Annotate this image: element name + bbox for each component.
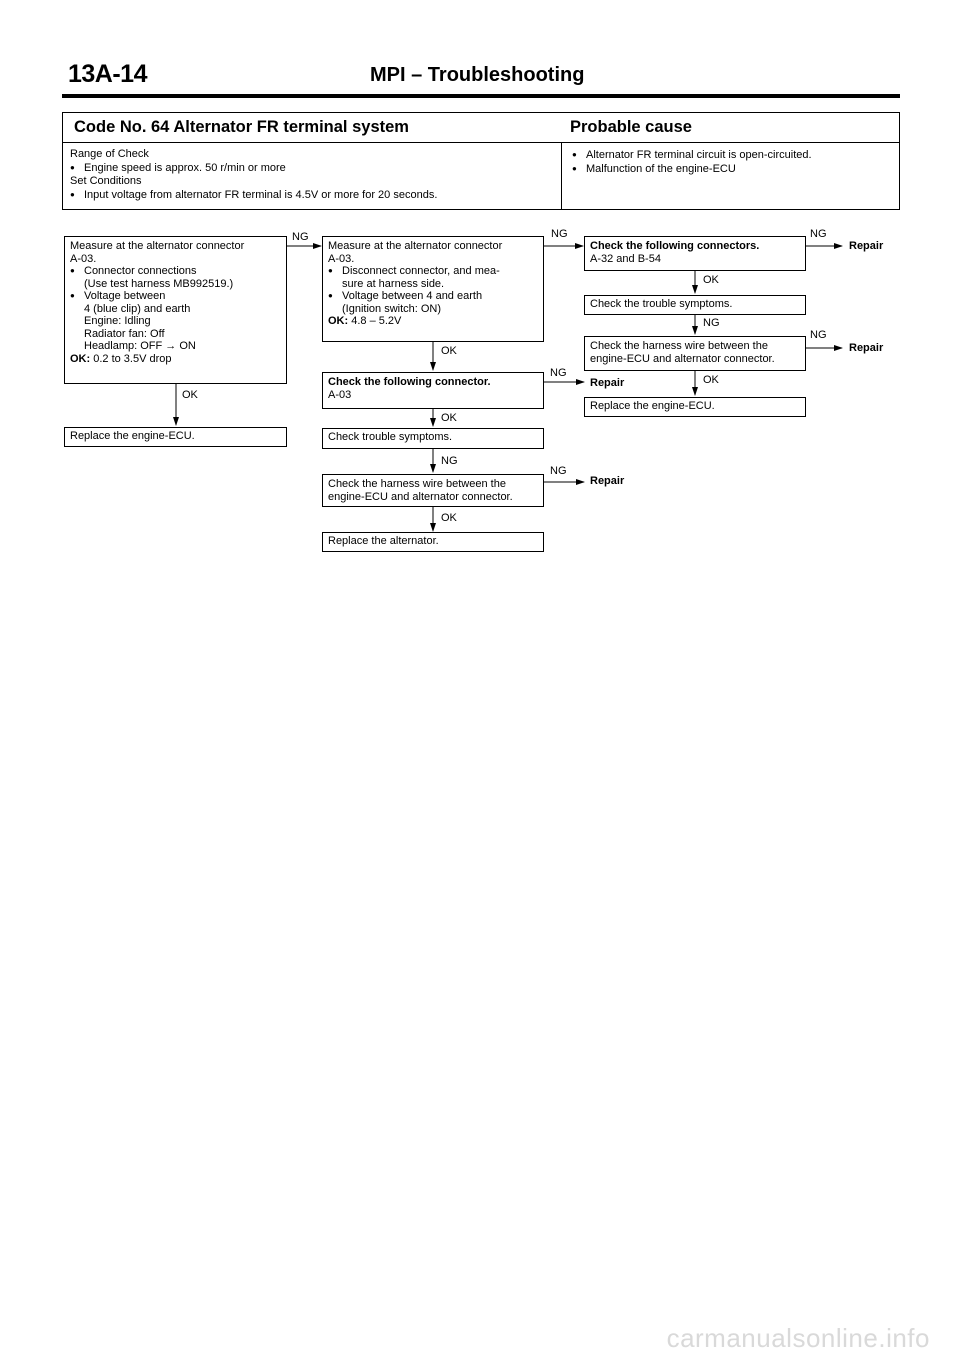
cause-item: ● Alternator FR terminal circuit is open-circuited. — [572, 148, 812, 162]
repair-label: Repair — [590, 475, 625, 487]
ok-label: OK — [703, 374, 719, 386]
ok-criteria-value: 4.8 – 5.2V — [351, 315, 402, 327]
box-line: Engine: Idling — [84, 315, 151, 327]
watermark: carmanualsonline.info — [666, 1323, 930, 1353]
ok-label: OK — [182, 389, 198, 401]
box-line: ● Voltage between — [70, 290, 281, 303]
ok-label: OK — [441, 345, 457, 357]
box-line: Measure at the alternator connector — [70, 240, 245, 252]
page-title: MPI – Troubleshooting — [370, 64, 585, 86]
box-line: engine-ECU and alternator connector. — [328, 490, 513, 503]
ok-label: OK — [703, 274, 719, 286]
check-harness-wire-box — [584, 336, 806, 371]
ng-label: NG — [551, 228, 568, 240]
box-line: Check the harness wire between the — [328, 478, 506, 490]
measure-fr-terminal-box — [64, 236, 287, 384]
ok-criteria-label: OK: — [328, 315, 349, 327]
replace-engine-ecu-box — [584, 397, 806, 417]
box-line: Check the trouble symptoms. — [590, 298, 733, 310]
ng-label: NG — [810, 329, 827, 341]
ng-label: NG — [292, 231, 309, 243]
check-harness-wire-box — [322, 474, 544, 507]
box-line: Check the harness wire between the — [590, 340, 768, 352]
probable-cause-title: Probable cause — [570, 118, 692, 136]
ok-label: OK — [441, 412, 457, 424]
ok-criteria — [70, 353, 281, 366]
ok-criteria-value: 0.2 to 3.5V drop — [93, 352, 172, 365]
ok-label: OK — [441, 512, 457, 524]
box-line: ● Voltage between 4 and earth — [328, 290, 538, 303]
box-line: (Use test harness MB992519.) — [84, 277, 234, 290]
ng-label: NG — [550, 465, 567, 477]
check-trouble-symptoms-box — [322, 428, 544, 449]
repair-label: Repair — [849, 240, 884, 252]
box-line: Replace the engine-ECU. — [590, 400, 715, 412]
check-connector-a03-box — [322, 372, 544, 409]
box-line: ● Disconnect connector, and mea- — [328, 265, 538, 278]
box-line: A-03. — [70, 252, 97, 265]
code-title: Code No. 64 Alternator FR terminal system — [74, 118, 409, 136]
box-line: A-03 — [328, 388, 352, 401]
box-line: Replace the alternator. — [328, 535, 439, 547]
check-connectors-a32-b54-box — [584, 236, 806, 271]
box-line: A-32 and B-54 — [590, 252, 661, 265]
check-trouble-symptoms-box — [584, 295, 806, 315]
repair-label: Repair — [590, 377, 625, 389]
range-label: Range of Check — [70, 148, 149, 160]
box-line: (Ignition switch: ON) — [342, 302, 442, 315]
repair-label: Repair — [849, 342, 884, 354]
range-item: ● Engine speed is approx. 50 r/min or more — [70, 161, 437, 175]
cause-item: ● Malfunction of the engine-ECU — [572, 162, 812, 176]
ok-criteria-label: OK: — [70, 352, 91, 365]
box-line: ● Connector connections — [70, 265, 281, 278]
box-line: Measure at the alternator connector — [328, 240, 503, 252]
box-line: Check the following connector. — [328, 376, 491, 388]
box-line: Replace the engine-ECU. — [70, 430, 195, 442]
ng-label: NG — [441, 455, 458, 467]
box-line: Check the following connectors. — [590, 240, 760, 252]
set-label: Set Conditions — [70, 175, 142, 187]
box-line: engine-ECU and alternator connector. — [590, 352, 775, 365]
box-line: A-03. — [328, 252, 355, 265]
box-line: 4 (blue clip) and earth — [84, 302, 191, 315]
ng-label: NG — [703, 317, 720, 329]
ok-criteria — [328, 315, 538, 328]
replace-engine-ecu-box — [64, 427, 287, 447]
box-line: sure at harness side. — [342, 277, 445, 290]
page-number: 13A-14 — [68, 60, 147, 88]
replace-alternator-box — [322, 532, 544, 552]
ng-label: NG — [550, 367, 567, 379]
box-line: Radiator fan: Off — [84, 327, 165, 340]
box-line: Check trouble symptoms. — [328, 431, 453, 443]
box-line: Headlamp: OFF → ON — [84, 340, 196, 352]
set-item: ● Input voltage from alternator FR terminal is 4.5V or more for 20 seconds. — [70, 188, 437, 202]
measure-harness-side-box — [322, 236, 544, 342]
ng-label: NG — [810, 228, 827, 240]
